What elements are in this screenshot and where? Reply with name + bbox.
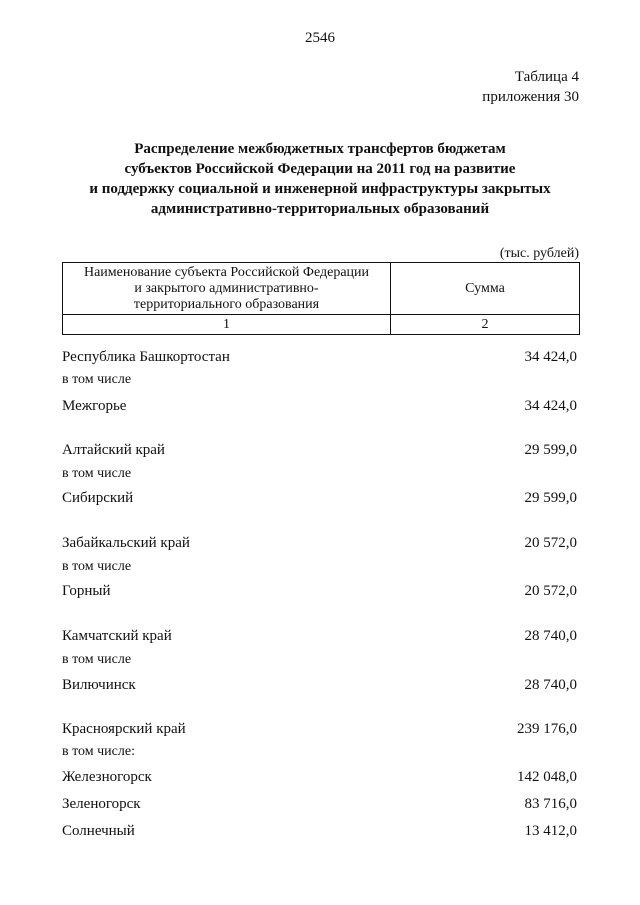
table-row	[62, 650, 577, 670]
table-header	[62, 262, 580, 335]
header-sum-cell: Сумма	[391, 263, 580, 315]
table-row	[62, 719, 577, 739]
row-amount: 83 716,0	[524, 796, 577, 812]
row-label: Вилючинск	[62, 677, 136, 693]
table-row	[62, 675, 577, 695]
title-line2: субъектов Российской Федерации на 2011 год на развитие	[124, 161, 516, 177]
row-label: Горный	[62, 583, 111, 599]
table-row	[62, 488, 577, 508]
title-line4: административно-территориальных образований	[150, 201, 490, 217]
header-row	[63, 263, 580, 315]
row-label: Алтайский край	[62, 442, 165, 458]
table-row	[62, 742, 577, 762]
table-row	[62, 533, 577, 553]
row-amount: 28 740,0	[524, 628, 577, 644]
row-label: Камчатский край	[62, 628, 172, 644]
table-label-line2: приложения 30	[482, 89, 579, 105]
header-name-cell	[63, 263, 391, 315]
row-amount: 28 740,0	[524, 677, 577, 693]
table-row	[62, 396, 577, 416]
row-label: в том числе	[62, 559, 132, 574]
table-row	[62, 626, 577, 646]
row-amount: 34 424,0	[524, 349, 577, 365]
row-amount: 29 599,0	[524, 442, 577, 458]
document-title	[60, 139, 580, 219]
page-number: 2546	[305, 30, 335, 46]
header-name-line1: Наименование субъекта Российской Федерации	[83, 264, 370, 280]
row-label: Зеленогорск	[62, 796, 141, 812]
table-row	[62, 464, 577, 484]
table-row	[62, 767, 577, 787]
table-row	[62, 581, 577, 601]
row-label: Межгорье	[62, 398, 127, 414]
row-amount: 13 412,0	[524, 823, 577, 839]
table-row	[62, 794, 577, 814]
row-amount: 29 599,0	[524, 490, 577, 506]
table-row	[62, 557, 577, 577]
row-label: в том числе	[62, 652, 132, 667]
row-label: Железногорск	[62, 769, 152, 785]
row-amount: 34 424,0	[524, 398, 577, 414]
row-label: в том числе:	[62, 744, 135, 759]
title-line3: и поддержку социальной и инженерной инфраструктуры закрытых	[89, 181, 551, 197]
column-number-2: 2	[391, 315, 580, 335]
table-row	[62, 347, 577, 367]
row-label: в том числе	[62, 466, 132, 481]
row-label: Сибирский	[62, 490, 134, 506]
row-label: Солнечный	[62, 823, 135, 839]
title-line1: Распределение межбюджетных трансфертов бюджетам	[134, 141, 506, 157]
table-row	[62, 821, 577, 841]
row-label: Красноярский край	[62, 721, 186, 737]
header-name-line3: территориального образования	[133, 296, 320, 312]
row-label: в том числе	[62, 372, 132, 387]
row-amount: 239 176,0	[517, 721, 577, 737]
column-number-row	[63, 315, 580, 335]
row-label: Республика Башкортостан	[62, 349, 230, 365]
table-row	[62, 440, 577, 460]
table-label-line1: Таблица 4	[514, 69, 579, 85]
units-label: (тыс. рублей)	[499, 246, 579, 261]
header-name-line2: и закрытого административно-	[134, 280, 319, 296]
row-amount: 142 048,0	[517, 769, 577, 785]
column-number-1: 1	[63, 315, 391, 335]
row-amount: 20 572,0	[524, 535, 577, 551]
row-amount: 20 572,0	[524, 583, 577, 599]
table-row	[62, 370, 577, 390]
table-label	[482, 67, 579, 107]
row-label: Забайкальский край	[62, 535, 190, 551]
